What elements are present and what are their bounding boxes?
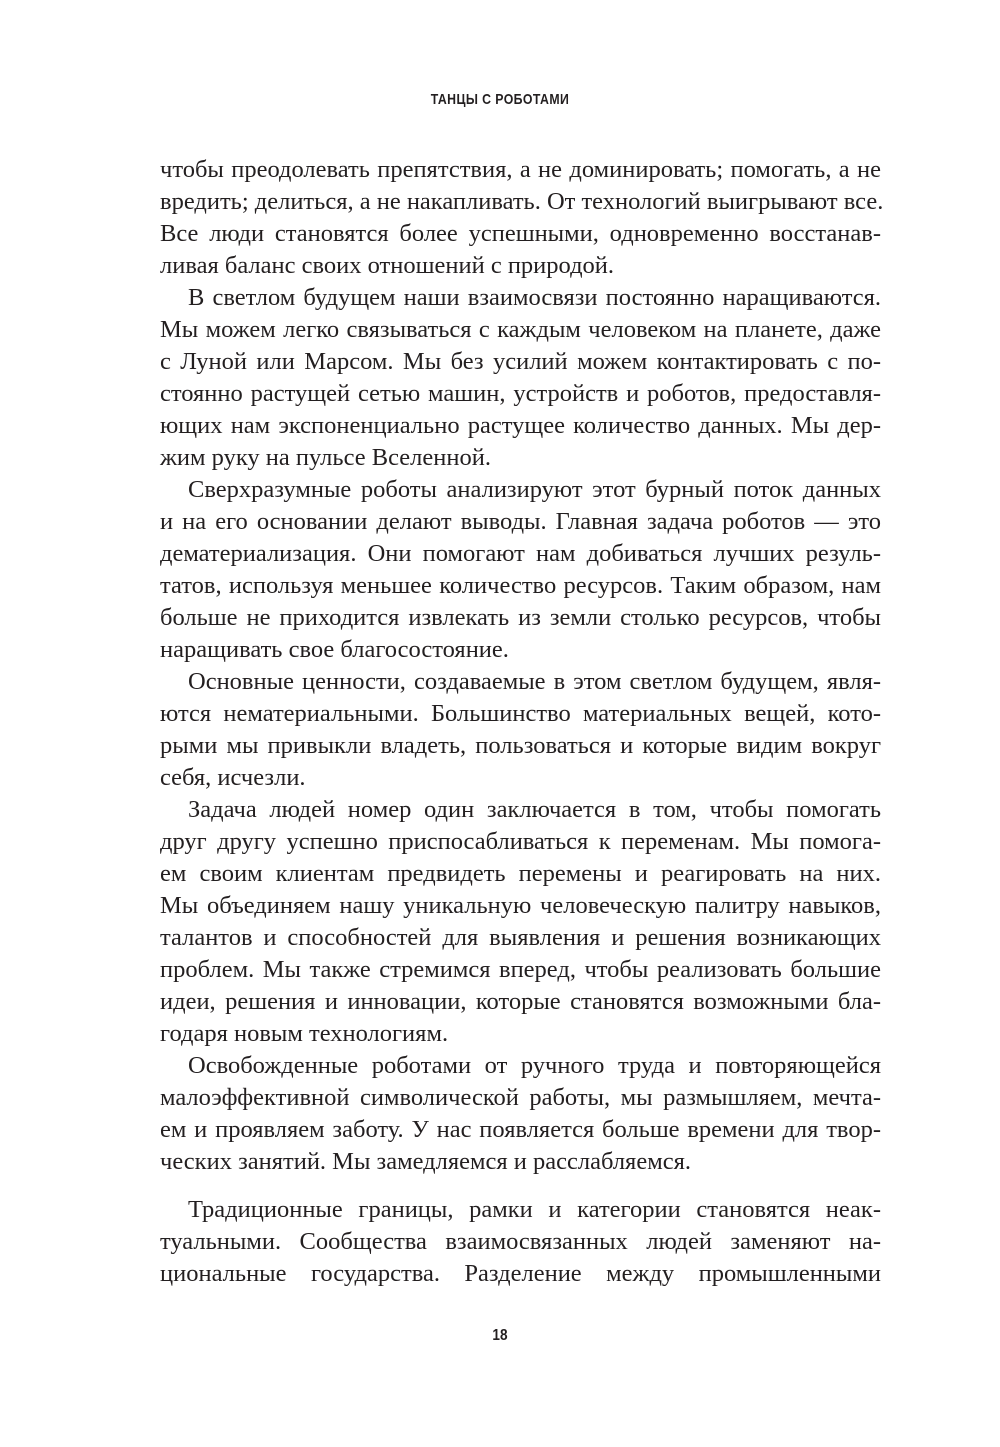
text-line: ются нематериальными. Большинство материальных вещей, кото- xyxy=(160,700,881,727)
text-line: ческих занятий. Мы замедляемся и расслабляемся. xyxy=(160,1148,691,1175)
text-line: себя, исчезли. xyxy=(160,764,306,791)
paragraph xyxy=(160,1194,881,1290)
paragraph xyxy=(160,154,884,282)
text-line: жим руку на пульсе Вселенной. xyxy=(160,444,491,471)
text-line: вредить; делиться, а не накапливать. От технологий выигрывают все. xyxy=(160,188,884,215)
page-number: 18 xyxy=(492,1327,508,1344)
paragraph xyxy=(160,1050,881,1178)
text-line: циональные государства. Разделение между промышленными xyxy=(160,1260,881,1287)
text-line: больше не приходится извлекать из земли столько ресурсов, чтобы xyxy=(160,604,881,631)
text-line: проблем. Мы также стремимся вперед, чтобы реализовать большие xyxy=(160,956,881,983)
text-line: Мы можем легко связываться с каждым человеком на планете, даже xyxy=(160,316,881,343)
text-line: и на его основании делают выводы. Главная задача роботов — это xyxy=(160,508,881,535)
paragraph xyxy=(160,666,881,794)
paragraph xyxy=(160,282,881,474)
text-line: Сверхразумные роботы анализируют этот бурный поток данных xyxy=(188,476,881,503)
text-line: с Луной или Марсом. Мы без усилий можем контактировать с по- xyxy=(160,348,881,375)
text-line: Основные ценности, создаваемые в этом светлом будущем, явля- xyxy=(188,668,881,695)
text-line: Все люди становятся более успешными, одновременно восстанав- xyxy=(160,220,881,247)
text-line: ем своим клиентам предвидеть перемены и реагировать на них. xyxy=(160,860,881,887)
paragraph xyxy=(160,794,881,1050)
body-text xyxy=(160,154,884,1290)
text-line: ем и проявляем заботу. У нас появляется больше времени для твор- xyxy=(160,1116,881,1143)
text-line: стоянно растущей сетью машин, устройств и роботов, предоставля- xyxy=(160,380,881,407)
text-line: наращивать свое благосостояние. xyxy=(160,636,509,663)
running-head: ТАНЦЫ С РОБОТАМИ xyxy=(430,91,570,108)
text-line: В светлом будущем наши взаимосвязи постоянно наращиваются. xyxy=(188,284,881,311)
text-line: чтобы преодолевать препятствия, а не доминировать; помогать, а не xyxy=(160,156,881,183)
text-line: идеи, решения и инновации, которые становятся возможными бла- xyxy=(160,988,881,1015)
text-line: дематериализация. Они помогают нам добиваться лучших резуль- xyxy=(160,540,881,567)
text-line: туальными. Сообщества взаимосвязанных людей заменяют на- xyxy=(160,1228,881,1255)
text-line: друг другу успешно приспосабливаться к переменам. Мы помога- xyxy=(160,828,881,855)
text-line: малоэффективной символической работы, мы размышляем, мечта- xyxy=(160,1084,881,1111)
text-line: ющих нам экспоненциально растущее количество данных. Мы дер- xyxy=(160,412,881,439)
text-line: Традиционные границы, рамки и категории становятся неак- xyxy=(188,1196,881,1223)
text-line: ливая баланс своих отношений с природой. xyxy=(160,252,615,279)
paragraph xyxy=(160,474,881,666)
text-line: талантов и способностей для выявления и решения возникающих xyxy=(160,924,881,951)
text-line: Мы объединяем нашу уникальную человеческую палитру навыков, xyxy=(160,892,881,919)
text-line: годаря новым технологиям. xyxy=(160,1020,449,1047)
text-line: Задача людей номер один заключается в том, чтобы помогать xyxy=(188,796,881,823)
text-line: Освобожденные роботами от ручного труда и повторяющейся xyxy=(188,1052,881,1079)
text-line: рыми мы привыкли владеть, пользоваться и которые видим вокруг xyxy=(160,732,881,759)
text-line: татов, используя меньшее количество ресурсов. Таким образом, нам xyxy=(160,572,881,599)
